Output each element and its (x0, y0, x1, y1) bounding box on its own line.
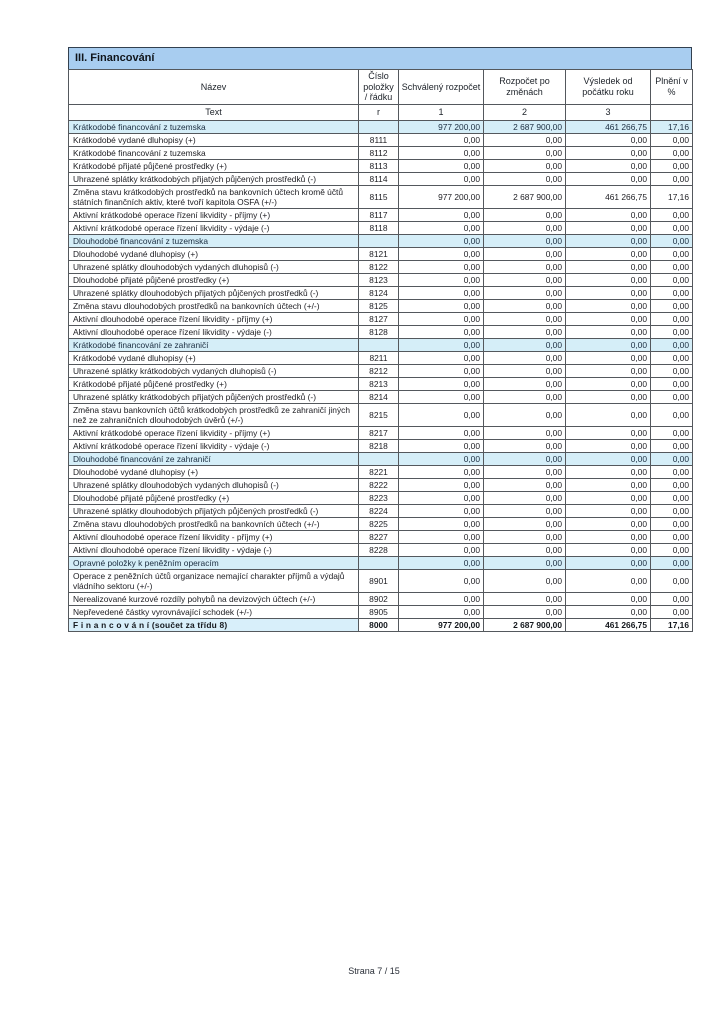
fulfillment-cell: 0,00 (651, 491, 693, 504)
table-row (69, 478, 693, 491)
approved-budget-cell: 0,00 (399, 299, 484, 312)
table-row (69, 605, 693, 618)
amended-budget-cell: 0,00 (484, 159, 566, 172)
table-row (69, 543, 693, 556)
row-number-cell: 8227 (359, 530, 399, 543)
result-cell: 461 266,75 (566, 185, 651, 208)
row-name-cell: Opravné položky k peněžním operacím (69, 556, 359, 569)
table-row (69, 247, 693, 260)
result-cell: 0,00 (566, 312, 651, 325)
row-name-cell: Dlouhodobé vydané dluhopisy (+) (69, 465, 359, 478)
table-row (69, 208, 693, 221)
result-cell: 0,00 (566, 569, 651, 592)
table-row (69, 377, 693, 390)
result-cell: 461 266,75 (566, 618, 651, 631)
fulfillment-cell: 0,00 (651, 439, 693, 452)
amended-budget-cell: 0,00 (484, 299, 566, 312)
amended-budget-cell: 0,00 (484, 556, 566, 569)
row-name-cell: Změna stavu bankovních účtů krátkodobých prostředků ze zahraničí jiných než ze zahraničních dlouhodobých úvěrů (+/-) (69, 403, 359, 426)
fulfillment-cell: 0,00 (651, 530, 693, 543)
amended-budget-cell: 0,00 (484, 325, 566, 338)
row-number-cell (359, 338, 399, 351)
row-name-cell: Změna stavu dlouhodobých prostředků na bankovních účtech (+/-) (69, 299, 359, 312)
row-name-cell: Aktivní dlouhodobé operace řízení likvidity - příjmy (+) (69, 312, 359, 325)
row-name-cell: Aktivní dlouhodobé operace řízení likvidity - výdaje (-) (69, 325, 359, 338)
result-cell: 0,00 (566, 530, 651, 543)
row-number-cell: 8112 (359, 146, 399, 159)
amended-budget-cell: 0,00 (484, 504, 566, 517)
result-cell: 0,00 (566, 390, 651, 403)
fulfillment-cell: 17,16 (651, 185, 693, 208)
fulfillment-cell: 0,00 (651, 543, 693, 556)
table-row (69, 351, 693, 364)
approved-budget-cell: 0,00 (399, 221, 484, 234)
approved-budget-cell: 0,00 (399, 556, 484, 569)
result-cell: 0,00 (566, 351, 651, 364)
approved-budget-cell: 0,00 (399, 530, 484, 543)
row-name-cell: Změna stavu dlouhodobých prostředků na bankovních účtech (+/-) (69, 517, 359, 530)
fulfillment-cell: 0,00 (651, 247, 693, 260)
fulfillment-cell: 0,00 (651, 504, 693, 517)
row-name-cell: Dlouhodobé financování z tuzemska (69, 234, 359, 247)
amended-budget-cell: 0,00 (484, 569, 566, 592)
col-header-cislo-polozky: Číslo položky / řádku (359, 70, 399, 105)
table-row (69, 325, 693, 338)
row-name-cell: Uhrazené splátky krátkodobých vydaných dluhopisů (-) (69, 364, 359, 377)
amended-budget-cell: 0,00 (484, 465, 566, 478)
row-name-cell: Krátkodobé financování z tuzemska (69, 146, 359, 159)
table-row (69, 592, 693, 605)
approved-budget-cell: 0,00 (399, 338, 484, 351)
result-cell: 0,00 (566, 208, 651, 221)
row-number-cell: 8212 (359, 364, 399, 377)
row-name-cell: Krátkodobé přijaté půjčené prostředky (+) (69, 377, 359, 390)
fulfillment-cell: 0,00 (651, 569, 693, 592)
row-name-cell: Změna stavu krátkodobých prostředků na bankovních účtech kromě účtů státních finančních aktiv, které tvoří kapitola OSFA (+/-) (69, 185, 359, 208)
row-number-cell: 8222 (359, 478, 399, 491)
approved-budget-cell: 0,00 (399, 172, 484, 185)
result-cell: 0,00 (566, 234, 651, 247)
result-cell: 0,00 (566, 286, 651, 299)
fulfillment-cell: 17,16 (651, 618, 693, 631)
result-cell: 0,00 (566, 172, 651, 185)
row-name-cell: Aktivní dlouhodobé operace řízení likvidity - výdaje (-) (69, 543, 359, 556)
row-name-cell: Nepřevedené částky vyrovnávající schodek (+/-) (69, 605, 359, 618)
row-number-cell (359, 234, 399, 247)
row-name-cell: Aktivní krátkodobé operace řízení likvidity - výdaje (-) (69, 439, 359, 452)
amended-budget-cell: 0,00 (484, 247, 566, 260)
fulfillment-cell: 0,00 (651, 452, 693, 465)
amended-budget-cell: 0,00 (484, 491, 566, 504)
table-row (69, 312, 693, 325)
result-cell: 0,00 (566, 543, 651, 556)
approved-budget-cell: 0,00 (399, 592, 484, 605)
result-cell: 0,00 (566, 273, 651, 286)
result-cell: 0,00 (566, 133, 651, 146)
section-row (69, 338, 693, 351)
table-row (69, 390, 693, 403)
table-row (69, 569, 693, 592)
section-row (69, 120, 693, 133)
row-number-cell: 8000 (359, 618, 399, 631)
amended-budget-cell: 0,00 (484, 364, 566, 377)
approved-budget-cell: 0,00 (399, 452, 484, 465)
row-name-cell: Uhrazené splátky dlouhodobých přijatých půjčených prostředků (-) (69, 504, 359, 517)
row-name-cell: Aktivní dlouhodobé operace řízení likvidity - příjmy (+) (69, 530, 359, 543)
table-row (69, 403, 693, 426)
approved-budget-cell: 977 200,00 (399, 185, 484, 208)
row-number-cell: 8228 (359, 543, 399, 556)
approved-budget-cell: 977 200,00 (399, 618, 484, 631)
amended-budget-cell: 0,00 (484, 517, 566, 530)
approved-budget-cell: 0,00 (399, 377, 484, 390)
row-number-cell: 8111 (359, 133, 399, 146)
amended-budget-cell: 0,00 (484, 221, 566, 234)
row-number-cell: 8115 (359, 185, 399, 208)
row-number-cell: 8902 (359, 592, 399, 605)
result-cell: 0,00 (566, 403, 651, 426)
amended-budget-cell: 0,00 (484, 208, 566, 221)
approved-budget-cell: 977 200,00 (399, 120, 484, 133)
fulfillment-cell: 0,00 (651, 286, 693, 299)
row-name-cell: Dlouhodobé přijaté půjčené prostředky (+) (69, 491, 359, 504)
row-number-cell: 8117 (359, 208, 399, 221)
result-cell: 0,00 (566, 364, 651, 377)
amended-budget-cell: 0,00 (484, 260, 566, 273)
fulfillment-cell: 0,00 (651, 273, 693, 286)
result-cell: 0,00 (566, 159, 651, 172)
row-number-cell: 8221 (359, 465, 399, 478)
fulfillment-cell: 0,00 (651, 403, 693, 426)
table-row (69, 299, 693, 312)
approved-budget-cell: 0,00 (399, 403, 484, 426)
subheader-2: 2 (484, 104, 566, 120)
fulfillment-cell: 0,00 (651, 146, 693, 159)
table-row (69, 260, 693, 273)
approved-budget-cell: 0,00 (399, 159, 484, 172)
row-number-cell: 8124 (359, 286, 399, 299)
row-name-cell: Uhrazené splátky dlouhodobých vydaných dluhopisů (-) (69, 260, 359, 273)
fulfillment-cell: 0,00 (651, 556, 693, 569)
fulfillment-cell: 0,00 (651, 338, 693, 351)
subheader-text: Text (69, 104, 359, 120)
result-cell: 461 266,75 (566, 120, 651, 133)
result-cell: 0,00 (566, 221, 651, 234)
approved-budget-cell: 0,00 (399, 491, 484, 504)
approved-budget-cell: 0,00 (399, 312, 484, 325)
subheader-1: 1 (399, 104, 484, 120)
fulfillment-cell: 0,00 (651, 312, 693, 325)
row-number-cell: 8218 (359, 439, 399, 452)
row-number-cell (359, 556, 399, 569)
amended-budget-cell: 0,00 (484, 146, 566, 159)
table-row (69, 159, 693, 172)
fulfillment-cell: 0,00 (651, 426, 693, 439)
result-cell: 0,00 (566, 452, 651, 465)
result-cell: 0,00 (566, 439, 651, 452)
approved-budget-cell: 0,00 (399, 569, 484, 592)
row-number-cell: 8211 (359, 351, 399, 364)
table-row (69, 426, 693, 439)
amended-budget-cell: 0,00 (484, 605, 566, 618)
table-body (69, 120, 693, 631)
table-row (69, 133, 693, 146)
table-row (69, 439, 693, 452)
amended-budget-cell: 2 687 900,00 (484, 185, 566, 208)
amended-budget-cell: 0,00 (484, 439, 566, 452)
fulfillment-cell: 0,00 (651, 377, 693, 390)
row-name-cell: Nerealizované kurzové rozdíly pohybů na devizových účtech (+/-) (69, 592, 359, 605)
amended-budget-cell: 0,00 (484, 312, 566, 325)
col-header-vysledek: Výsledek od počátku roku (566, 70, 651, 105)
approved-budget-cell: 0,00 (399, 605, 484, 618)
fulfillment-cell: 0,00 (651, 299, 693, 312)
fulfillment-cell: 0,00 (651, 159, 693, 172)
approved-budget-cell: 0,00 (399, 543, 484, 556)
row-number-cell: 8114 (359, 172, 399, 185)
row-number-cell: 8118 (359, 221, 399, 234)
amended-budget-cell: 0,00 (484, 351, 566, 364)
approved-budget-cell: 0,00 (399, 364, 484, 377)
table-row (69, 364, 693, 377)
approved-budget-cell: 0,00 (399, 260, 484, 273)
section-row (69, 556, 693, 569)
approved-budget-cell: 0,00 (399, 478, 484, 491)
fulfillment-cell: 0,00 (651, 133, 693, 146)
total-row (69, 618, 693, 631)
table-row (69, 530, 693, 543)
row-number-cell (359, 452, 399, 465)
amended-budget-cell: 0,00 (484, 133, 566, 146)
row-name-cell: Operace z peněžních účtů organizace nemající charakter příjmů a výdajů vládního sektoru (+/-) (69, 569, 359, 592)
row-number-cell: 8901 (359, 569, 399, 592)
amended-budget-cell: 0,00 (484, 377, 566, 390)
row-name-cell: Uhrazené splátky krátkodobých přijatých půjčených prostředků (-) (69, 172, 359, 185)
result-cell: 0,00 (566, 325, 651, 338)
result-cell: 0,00 (566, 465, 651, 478)
table-row (69, 465, 693, 478)
table-row (69, 172, 693, 185)
approved-budget-cell: 0,00 (399, 208, 484, 221)
result-cell: 0,00 (566, 517, 651, 530)
fulfillment-cell: 0,00 (651, 478, 693, 491)
row-name-cell: F i n a n c o v á n í (součet za třídu 8) (69, 618, 359, 631)
row-name-cell: Aktivní krátkodobé operace řízení likvidity - příjmy (+) (69, 426, 359, 439)
amended-budget-cell: 0,00 (484, 273, 566, 286)
result-cell: 0,00 (566, 377, 651, 390)
approved-budget-cell: 0,00 (399, 273, 484, 286)
fulfillment-cell: 0,00 (651, 172, 693, 185)
row-number-cell: 8217 (359, 426, 399, 439)
amended-budget-cell: 0,00 (484, 543, 566, 556)
amended-budget-cell: 0,00 (484, 234, 566, 247)
row-number-cell: 8113 (359, 159, 399, 172)
table-row (69, 273, 693, 286)
result-cell: 0,00 (566, 491, 651, 504)
amended-budget-cell: 0,00 (484, 390, 566, 403)
result-cell: 0,00 (566, 146, 651, 159)
amended-budget-cell: 0,00 (484, 172, 566, 185)
fulfillment-cell: 0,00 (651, 592, 693, 605)
row-number-cell: 8225 (359, 517, 399, 530)
fulfillment-cell: 17,16 (651, 120, 693, 133)
fulfillment-cell: 0,00 (651, 364, 693, 377)
table-header (69, 70, 693, 121)
table-row (69, 185, 693, 208)
row-name-cell: Krátkodobé přijaté půjčené prostředky (+) (69, 159, 359, 172)
fulfillment-cell: 0,00 (651, 351, 693, 364)
subheader-3: 3 (566, 104, 651, 120)
amended-budget-cell: 0,00 (484, 530, 566, 543)
page-number: Strana 7 / 15 (348, 966, 400, 976)
fulfillment-cell: 0,00 (651, 208, 693, 221)
result-cell: 0,00 (566, 504, 651, 517)
financing-table (68, 69, 693, 632)
section-row (69, 452, 693, 465)
row-name-cell: Krátkodobé financování z tuzemska (69, 120, 359, 133)
approved-budget-cell: 0,00 (399, 325, 484, 338)
row-name-cell: Dlouhodobé přijaté půjčené prostředky (+) (69, 273, 359, 286)
row-number-cell: 8214 (359, 390, 399, 403)
approved-budget-cell: 0,00 (399, 504, 484, 517)
result-cell: 0,00 (566, 592, 651, 605)
section-row (69, 234, 693, 247)
row-name-cell: Aktivní krátkodobé operace řízení likvidity - příjmy (+) (69, 208, 359, 221)
amended-budget-cell: 0,00 (484, 592, 566, 605)
approved-budget-cell: 0,00 (399, 390, 484, 403)
row-number-cell: 8213 (359, 377, 399, 390)
approved-budget-cell: 0,00 (399, 465, 484, 478)
amended-budget-cell: 0,00 (484, 426, 566, 439)
fulfillment-cell: 0,00 (651, 221, 693, 234)
result-cell: 0,00 (566, 338, 651, 351)
result-cell: 0,00 (566, 426, 651, 439)
row-name-cell: Uhrazené splátky krátkodobých přijatých půjčených prostředků (-) (69, 390, 359, 403)
result-cell: 0,00 (566, 605, 651, 618)
row-name-cell: Aktivní krátkodobé operace řízení likvidity - výdaje (-) (69, 221, 359, 234)
row-number-cell: 8128 (359, 325, 399, 338)
amended-budget-cell: 0,00 (484, 452, 566, 465)
header-row (69, 70, 693, 105)
result-cell: 0,00 (566, 260, 651, 273)
table-row (69, 491, 693, 504)
row-number-cell: 8122 (359, 260, 399, 273)
amended-budget-cell: 0,00 (484, 286, 566, 299)
fulfillment-cell: 0,00 (651, 390, 693, 403)
result-cell: 0,00 (566, 556, 651, 569)
section-title: III. Financování (68, 47, 692, 69)
amended-budget-cell: 0,00 (484, 478, 566, 491)
approved-budget-cell: 0,00 (399, 234, 484, 247)
row-number-cell (359, 120, 399, 133)
amended-budget-cell: 2 687 900,00 (484, 120, 566, 133)
table-row (69, 286, 693, 299)
row-number-cell: 8223 (359, 491, 399, 504)
fulfillment-cell: 0,00 (651, 260, 693, 273)
row-name-cell: Uhrazené splátky dlouhodobých vydaných dluhopisů (-) (69, 478, 359, 491)
row-number-cell: 8125 (359, 299, 399, 312)
col-header-nazev: Název (69, 70, 359, 105)
amended-budget-cell: 2 687 900,00 (484, 618, 566, 631)
row-number-cell: 8224 (359, 504, 399, 517)
approved-budget-cell: 0,00 (399, 439, 484, 452)
row-name-cell: Dlouhodobé vydané dluhopisy (+) (69, 247, 359, 260)
amended-budget-cell: 0,00 (484, 403, 566, 426)
subheader-blank (651, 104, 693, 120)
row-number-cell: 8121 (359, 247, 399, 260)
approved-budget-cell: 0,00 (399, 351, 484, 364)
result-cell: 0,00 (566, 478, 651, 491)
subheader-r: r (359, 104, 399, 120)
approved-budget-cell: 0,00 (399, 286, 484, 299)
col-header-rozpocet-po-zmenach: Rozpočet po změnách (484, 70, 566, 105)
col-header-schvaleny-rozpocet: Schválený rozpočet (399, 70, 484, 105)
table-row (69, 517, 693, 530)
approved-budget-cell: 0,00 (399, 517, 484, 530)
row-number-cell: 8123 (359, 273, 399, 286)
subheader-row (69, 104, 693, 120)
fulfillment-cell: 0,00 (651, 325, 693, 338)
result-cell: 0,00 (566, 299, 651, 312)
fulfillment-cell: 0,00 (651, 517, 693, 530)
fulfillment-cell: 0,00 (651, 605, 693, 618)
row-number-cell: 8215 (359, 403, 399, 426)
col-header-plneni: Plnění v % (651, 70, 693, 105)
row-name-cell: Dlouhodobé financování ze zahraničí (69, 452, 359, 465)
table-row (69, 504, 693, 517)
result-cell: 0,00 (566, 247, 651, 260)
row-number-cell: 8905 (359, 605, 399, 618)
table-row (69, 221, 693, 234)
row-name-cell: Krátkodobé financování ze zahraničí (69, 338, 359, 351)
table-row (69, 146, 693, 159)
row-name-cell: Krátkodobé vydané dluhopisy (+) (69, 133, 359, 146)
approved-budget-cell: 0,00 (399, 247, 484, 260)
row-number-cell: 8127 (359, 312, 399, 325)
approved-budget-cell: 0,00 (399, 133, 484, 146)
row-name-cell: Krátkodobé vydané dluhopisy (+) (69, 351, 359, 364)
amended-budget-cell: 0,00 (484, 338, 566, 351)
document-page (68, 47, 692, 926)
fulfillment-cell: 0,00 (651, 234, 693, 247)
row-name-cell: Uhrazené splátky dlouhodobých přijatých půjčených prostředků (-) (69, 286, 359, 299)
approved-budget-cell: 0,00 (399, 146, 484, 159)
fulfillment-cell: 0,00 (651, 465, 693, 478)
approved-budget-cell: 0,00 (399, 426, 484, 439)
